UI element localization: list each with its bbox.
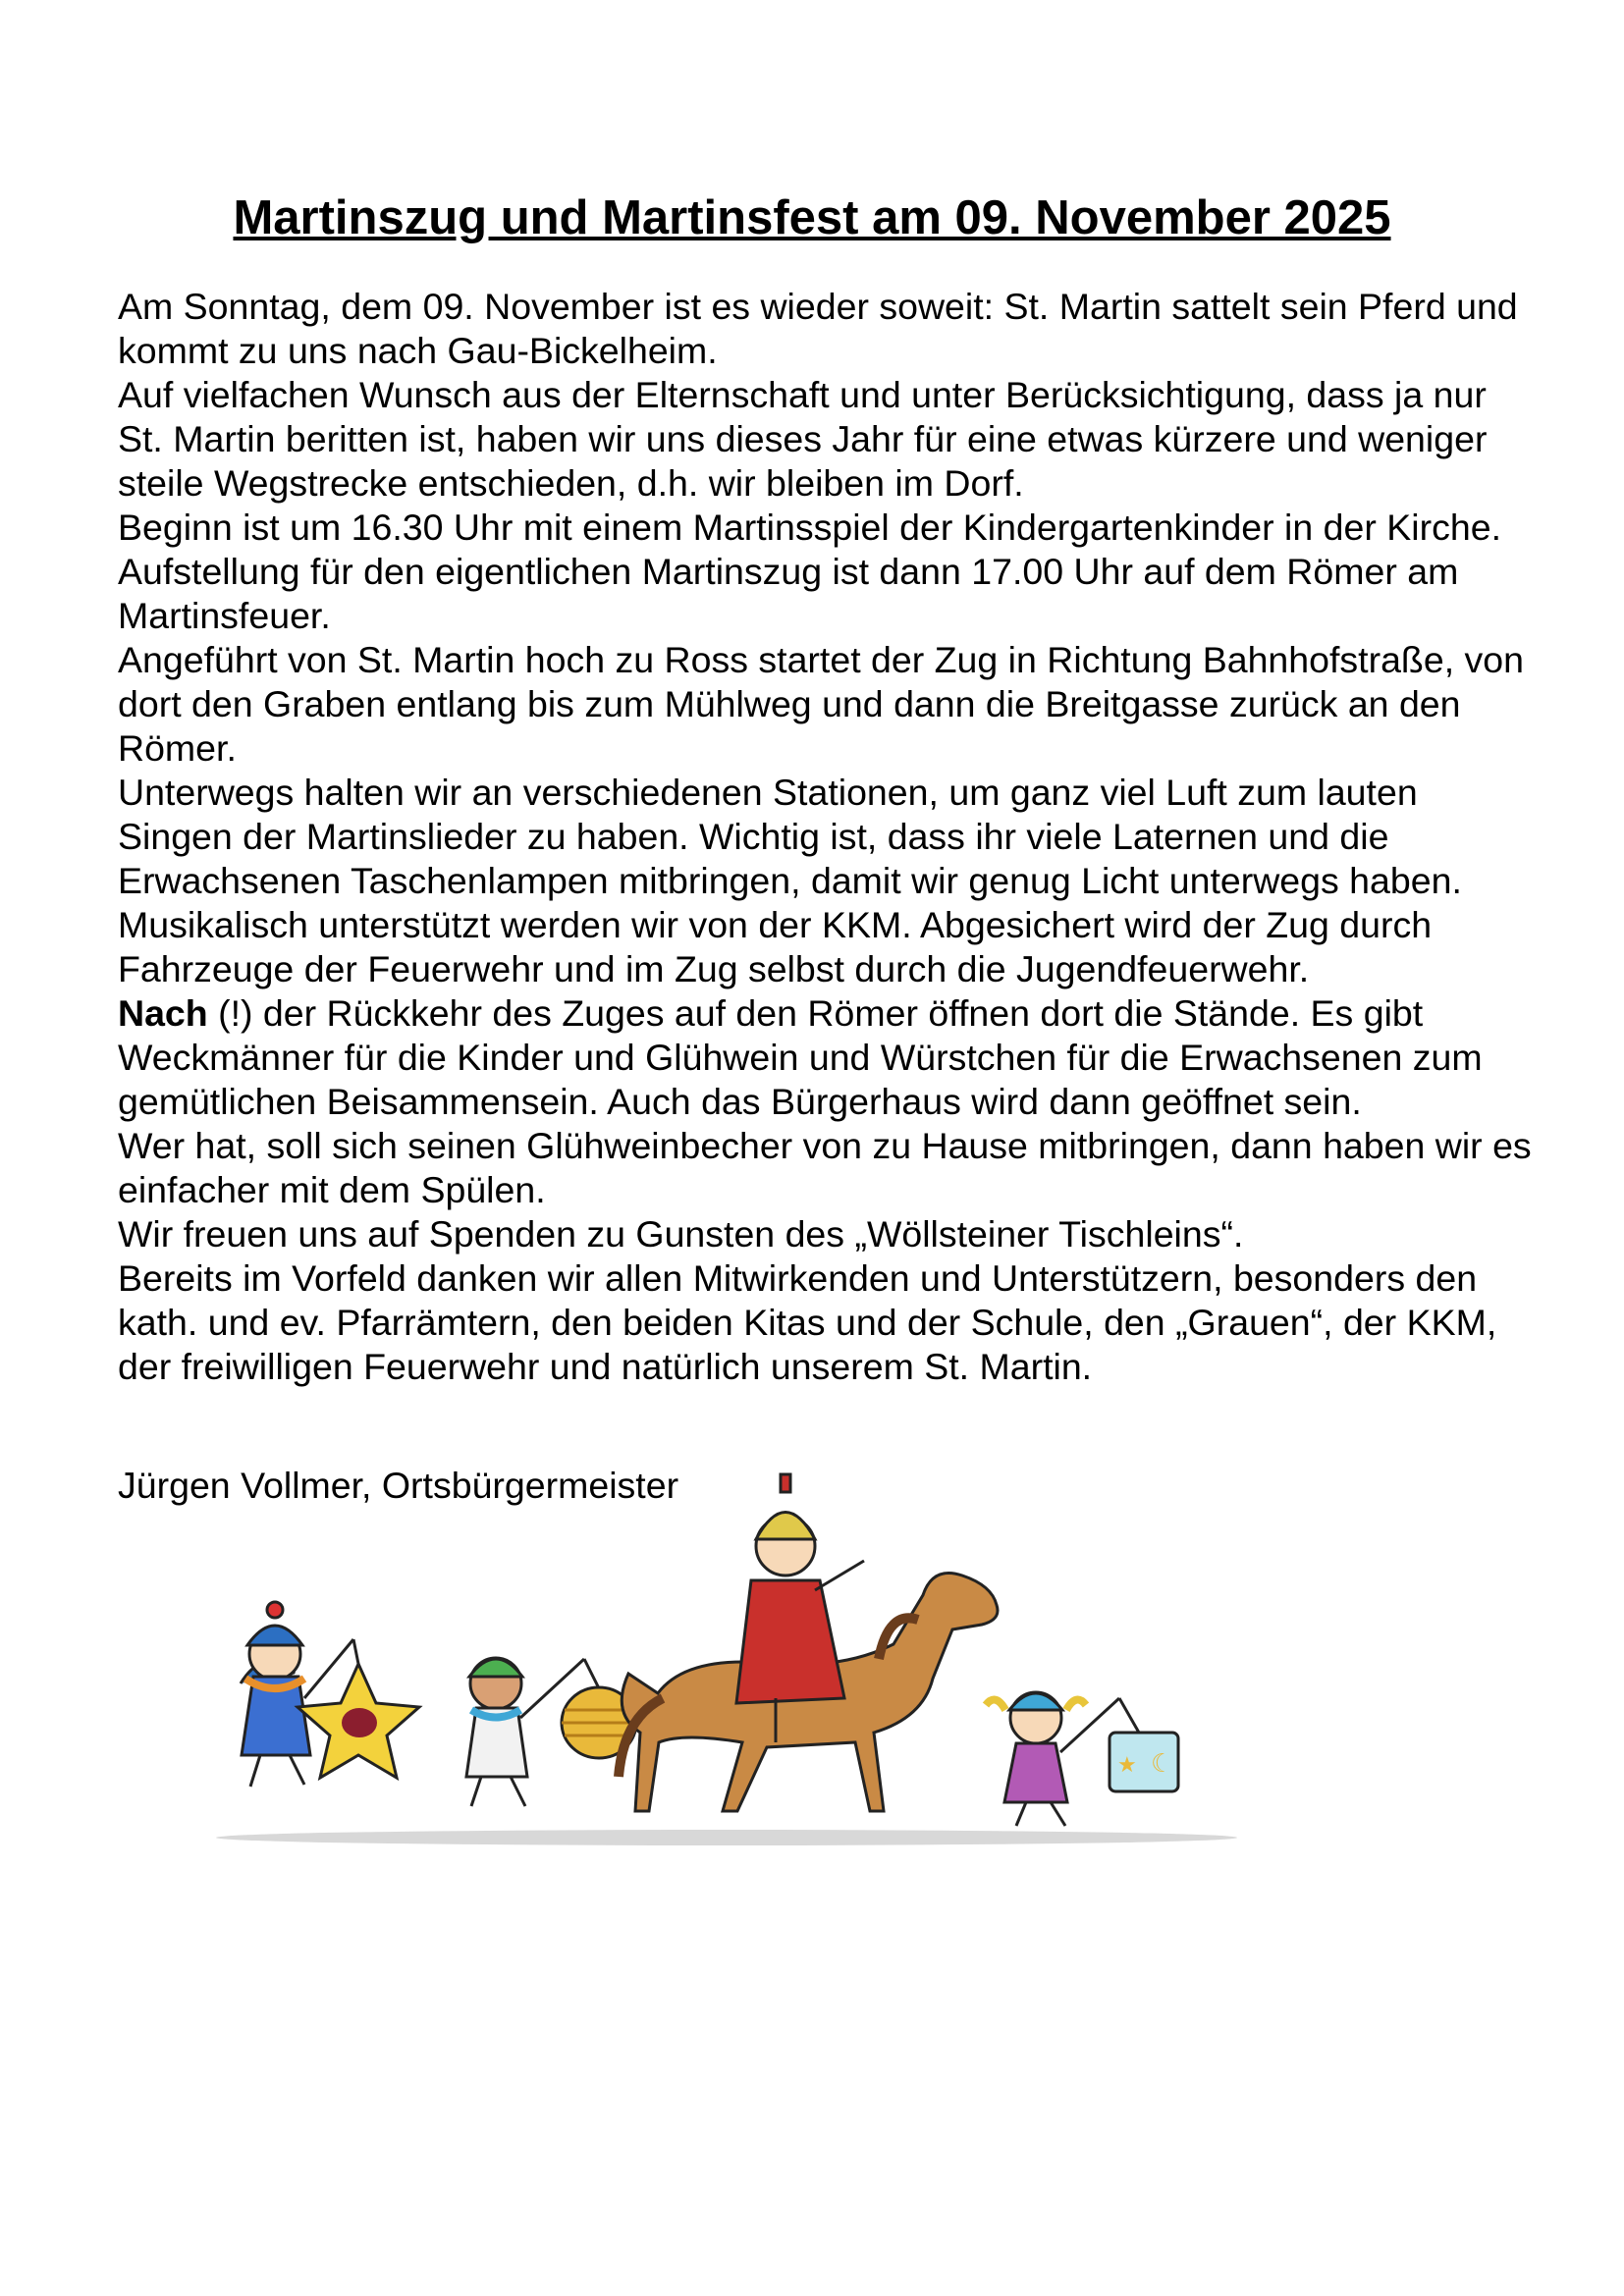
paragraph-nach	[118, 991, 1542, 1124]
moon-icon: ☾	[1151, 1749, 1174, 1779]
nach-rest: (!) der Rückkehr des Zuges auf den Römer öffnen dort die Stände. Es gibt Weckmänner für die Kinder und Glühwein und Würstchen für die Erwachsenen zum gemütlichen Beisammensein. Auch das Bürgerhaus wird dann geöffnet sein.	[118, 992, 1483, 1122]
nach-bold: Nach	[118, 992, 208, 1034]
page-title: Martinszug und Martinsfest am 09. November 2025	[233, 191, 1391, 244]
ground-shadow	[216, 1830, 1237, 1845]
star-lantern-center	[342, 1708, 377, 1737]
letter-body	[118, 285, 1542, 1389]
paragraph: Am Sonntag, dem 09. November ist es wieder soweit: St. Martin sattelt sein Pferd und kommt zu uns nach Gau-Bickelheim.	[118, 286, 1518, 371]
paragraph: Bereits im Vorfeld danken wir allen Mitwirkenden und Unterstützern, besonders den kath. und ev. Pfarrämtern, den beiden Kitas und der Schule, den „Grauen“, der KKM, der freiwilligen Feuerwehr und natürlich unserem St. Martin.	[118, 1257, 1497, 1387]
paragraph: Angeführt von St. Martin hoch zu Ross startet der Zug in Richtung Bahnhofstraße, von dort den Graben entlang bis zum Mühlweg und dann die Breitgasse zurück an den Römer.	[118, 639, 1524, 769]
paragraph: Wer hat, soll sich seinen Glühweinbecher von zu Hause mitbringen, dann haben wir es einfacher mit dem Spülen.	[118, 1125, 1532, 1210]
paragraph: Wir freuen uns auf Spenden zu Gunsten des „Wöllsteiner Tischleins“.	[118, 1213, 1244, 1255]
paragraph: Beginn ist um 16.30 Uhr mit einem Martinsspiel der Kindergartenkinder in der Kirche.	[118, 507, 1501, 548]
star-icon: ★	[1117, 1753, 1137, 1778]
paragraph: Unterwegs halten wir an verschiedenen Stationen, um ganz viel Luft zum lauten Singen der Martinslieder zu haben. Wichtig ist, dass ihr viele Laternen und die Erwachsenen Taschenlampen mitbringen, damit wir genug Licht unterwegs haben.	[118, 772, 1462, 901]
paragraph: Aufstellung für den eigentlichen Martinszug ist dann 17.00 Uhr auf dem Römer am Martinsfeuer.	[118, 551, 1459, 636]
paragraph: Auf vielfachen Wunsch aus der Elternschaft und unter Berücksichtigung, dass ja nur St. Martin beritten ist, haben wir uns dieses Jahr für eine etwas kürzere und weniger steile Wegstrecke entschieden, d.h. wir bleiben im Dorf.	[118, 374, 1488, 504]
lantern-parade-illustration	[196, 1453, 1257, 1865]
signature: Jürgen Vollmer, Ortsbürgermeister	[118, 1465, 679, 1506]
paragraph: Musikalisch unterstützt werden wir von der KKM. Abgesichert wird der Zug durch Fahrzeuge der Feuerwehr und im Zug selbst durch die Jugendfeuerwehr.	[118, 904, 1433, 989]
